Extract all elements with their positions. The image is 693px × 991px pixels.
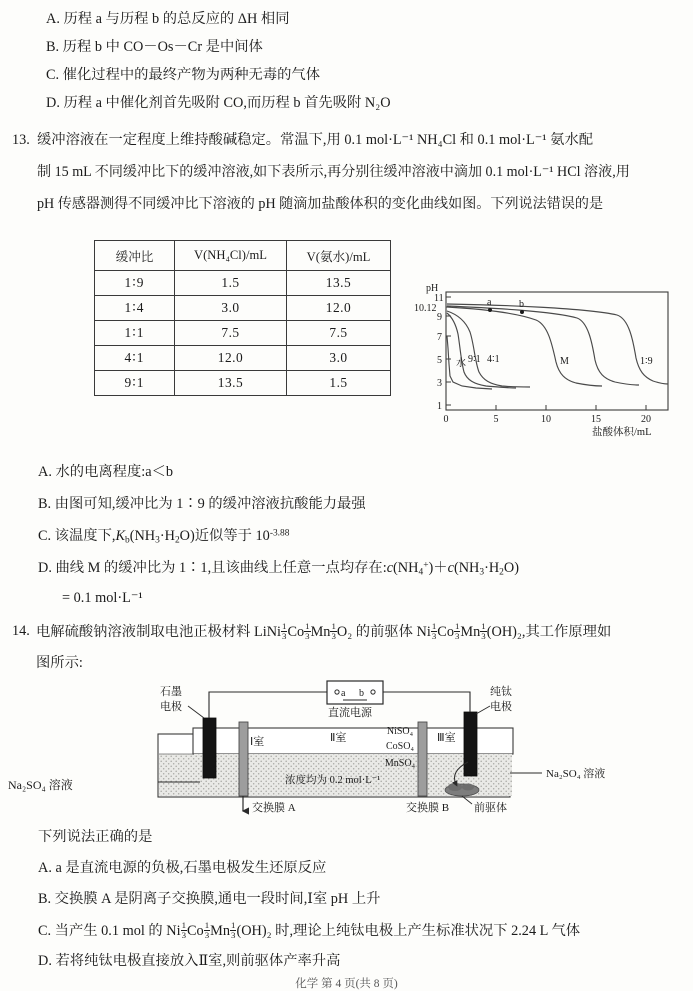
dc-power-supply [327,681,383,704]
q13-option-c-text: C. 该温度下$,K_b(NH_3\cdot H_2O)$近似等于 $10^{-3.88}$ [38,528,290,546]
q14-option-c-text: C. 当产生 0.1 mol 的 Ni $\frac{1}{3}$ Co $\frac{1}{3}$ Mn $\frac{1}{3}$ (OH)₂ 时,理论上纯钛电极上产生标准状况下 2.24 L 气体 [38,920,581,940]
series-label-M: M [560,356,569,367]
electrolysis-svg [100,670,660,815]
cell-ratio: 1∶4 [95,296,175,321]
x-tick-10: 10 [541,414,551,425]
q14-stem-line-1 [36,622,611,641]
q14-option-c [38,921,580,940]
q12-option-a [46,10,290,28]
series-label-4-1: 4∶1 [487,354,500,365]
chamber-2-label: Ⅱ室 [330,732,347,744]
page-footer [0,975,693,991]
x-tick-5: 5 [493,414,499,425]
table-row [95,271,391,296]
concentration-label: 浓度均为 0.2 mol·L⁻¹ [285,775,381,786]
titanium-label-line1: 纯钛 [490,686,512,698]
page-footer-text: 化学 第 4 页(共 8 页) [295,978,398,990]
q12-option-a-text: A. 历程 a 与历程 b 的总反应的 ΔH 相同 [46,11,290,27]
cell-ammonia: 3.0 [287,346,391,371]
q13-stem-line-2: 制 15 mL 不同缓冲比下的缓冲溶液,如下表所示,再分别往缓冲溶液中滴加 0.1 mol·L⁻¹ HCl 溶液,用 [37,164,630,180]
membrane-a-plate [239,722,248,796]
chamber-3-label: Ⅲ室 [437,732,456,744]
left-solution-text [8,776,73,793]
point-b-marker [520,310,524,314]
titration-curve-chart [412,282,677,442]
q14-prompt: 下列说法正确的是 [38,829,153,845]
q12-option-c-text: C. 催化过程中的最终产物为两种无毒的气体 [46,67,321,83]
q13-stem-line-1: 缓冲溶液在一定程度上维持酸碱稳定。常温下,用 0.1 mol·L⁻¹ NH₄Cl 和 0.1 mol·L⁻¹ 氨水配 [37,132,594,148]
membrane-labels [252,800,449,814]
terminal-b-label: b [359,688,364,699]
table-header-ammonia: V(氨水)/mL [287,241,391,271]
cell-ratio: 1∶9 [95,271,175,296]
salt-coso4: CoSO₄ [386,741,414,752]
membrane-b-plate [418,722,427,796]
point-a-marker [488,308,492,312]
q12-option-d-text: D. 历程 a 中催化剂首先吸附 CO,而历程 b 首先吸附 N₂O [46,95,391,111]
table-row [95,371,391,396]
table-header-ratio: 缓冲比 [95,241,175,271]
series-label-9-1: 9∶1 [468,354,481,365]
cell-nh4cl: 13.5 [175,371,287,396]
y-tick-7: 7 [437,332,442,343]
chart-svg [412,282,677,442]
x-tick-0: 0 [443,414,449,425]
y-tick-11: 11 [434,293,444,304]
table-row [95,296,391,321]
point-b-label: b [519,299,524,310]
cell-ammonia: 13.5 [287,271,391,296]
q14-option-a: A. a 是直流电源的负极,石墨电极发生还原反应 [38,860,327,876]
chart-x-ticks [444,414,652,425]
point-a-label: a [487,297,492,308]
graphite-label-line2: 电极 [160,701,182,713]
q13-option-c [38,527,289,546]
table-row [95,346,391,371]
y-tick-1012: 10.12 [414,303,437,314]
salt-labels [385,726,416,769]
table-header-row [95,241,391,271]
x-tick-20: 20 [641,414,651,425]
y-axis-title: pH [426,283,439,294]
cell-nh4cl: 7.5 [175,321,287,346]
q12-option-c [46,66,320,84]
salt-niso4: NiSO₄ [386,726,414,737]
y-tick-3: 3 [437,378,442,389]
q14-option-b: B. 交换膜 A 是阴离子交换膜,通电一段时间,Ⅰ室 pH 上升 [38,891,381,907]
table-body [95,271,391,396]
graphite-label-line1: 石墨 [160,686,182,698]
buffer-ratio-table-wrapper [94,240,391,396]
q14-option-d: D. 若将纯钛电极直接放入Ⅱ室,则前驱体产率升高 [38,953,341,969]
curve-1-4 [447,306,639,385]
cell-ratio: 4∶1 [95,346,175,371]
y-tick-1: 1 [437,401,442,412]
x-tick-15: 15 [591,414,601,425]
cell-ammonia: 7.5 [287,321,391,346]
membrane-b-label: 交换膜 B [406,802,450,814]
series-label-water: 水 [456,358,466,369]
electrolysis-cell-diagram [100,670,660,815]
chart-x-tickmarks [446,405,646,410]
q13-stem-line-3: pH 传感器测得不同缓冲比下溶液的 pH 随滴加盐酸体积的变化曲线如图。下列说法错误的是 [37,196,604,212]
q14-number: 14. [12,623,30,639]
cell-nh4cl: 12.0 [175,346,287,371]
table-row [95,321,391,346]
q12-option-b-text: B. 历程 b 中 CO－Os－Cr 是中间体 [46,39,263,55]
terminal-a-label: a [341,688,346,699]
q13-option-d-text: D. 曲线 M 的缓冲比为 1∶1,且该曲线上任意一点均存在$:c(NH_4^+)+c(NH_3\cdot H_2O)$ [38,560,519,578]
graphite-electrode [203,718,216,778]
precursor-label: 前驱体 [474,802,507,814]
q13-option-b: B. 由图可知,缓冲比为 1∶9 的缓冲溶液抗酸能力最强 [38,496,366,512]
y-tick-5: 5 [437,355,442,366]
titanium-electrode [464,712,477,776]
q13-option-a: A. 水的电离程度:a＜b [38,464,174,480]
right-solution-label: Na₂SO₄ 溶液 [546,768,606,780]
q13-option-d [38,559,519,578]
curve-4-1 [447,311,530,387]
salt-mnso4: MnSO₄ [384,758,416,769]
membrane-a-label: 交换膜 A [252,802,296,814]
q12-option-d [46,94,391,112]
power-supply-label: 直流电源 [328,707,372,719]
curve-1-9 [447,304,668,384]
q12-option-b [46,38,263,56]
x-axis-label: 盐酸体积/mL [592,427,652,438]
chamber-1-label: Ⅰ室 [250,736,265,748]
y-tick-9: 9 [437,312,442,323]
cell-ratio: 1∶1 [95,321,175,346]
cell-ammonia: 1.5 [287,371,391,396]
q14-stem-line-2: 图所示: [36,655,83,671]
cell-ratio: 9∶1 [95,371,175,396]
chart-curves [447,304,668,389]
chart-y-ticks [414,283,444,412]
cell-nh4cl: 1.5 [175,271,287,296]
table-header-nh4cl: V(NH₄Cl)/mL [175,241,287,271]
cell-nh4cl: 3.0 [175,296,287,321]
q13-option-d-cont: = 0.1 mol·L⁻¹ [62,590,143,606]
q14-stem-text: 电解硫酸钠溶液制取电池正极材料 LiNi $\frac{1}{3}$ Co $\frac{1}{3}$ Mn $\frac{1}{3}$ O₂ 的前驱体 Ni $\frac{1}{3}$ Co $\frac{1}{3}$ Mn $\frac{1}{3}$ (OH)₂,其工作原理如 [36,621,612,641]
titanium-label-line2: 电极 [490,701,512,713]
cell-ammonia: 12.0 [287,296,391,321]
left-solution-text-inner: Na₂SO₄ 溶液 [8,778,73,792]
q13-number: 13. [12,132,30,148]
buffer-ratio-table [94,240,391,396]
series-label-1-9: 1∶9 [640,356,653,367]
